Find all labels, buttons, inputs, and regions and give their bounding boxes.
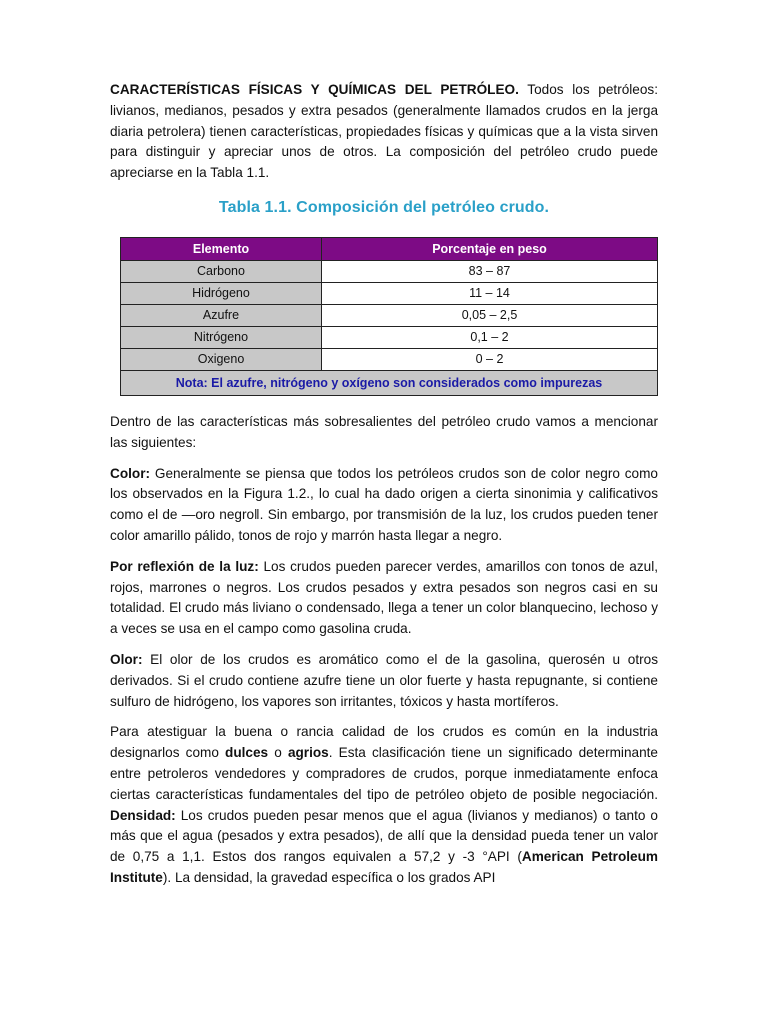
- header-elemento: Elemento: [121, 237, 322, 260]
- table-row: [121, 326, 658, 348]
- calidad-paragraph: [110, 722, 658, 888]
- table-title: Tabla 1.1. Composición del petróleo crudo.: [218, 198, 550, 216]
- reflexion-text: Los crudos pueden parecer verdes, amarillos con tonos de azul, rojos, marrones o negros. Los crudos pesados y extra pesados son negros casi en su totalidad. El crudo más liviano o condensado, llega a tener un color blanquecino, lechoso y a veces se usa en el campo como gasolina cruda.: [110, 558, 658, 637]
- table-row: [121, 348, 658, 370]
- percent-cell: 83 – 87: [322, 260, 658, 282]
- calidad-text-4: Los crudos pueden pesar menos que el agua (livianos y medianos) o tanto o más que el agua (pesados y extra pesados), de allí que la densidad pueda tener un valor de 0,75 a 1,1. Estos dos rangos equivalen a 57,2 y -3 °API (: [110, 807, 658, 865]
- section-heading: CARACTERÍSTICAS FÍSICAS Y QUÍMICAS DEL PETRÓLEO.: [110, 82, 519, 97]
- densidad-label: Densidad:: [110, 807, 176, 823]
- element-cell: Oxigeno: [121, 348, 322, 370]
- reflexion-label: Por reflexión de la luz:: [110, 558, 259, 574]
- calidad-text-5: ). La densidad, la gravedad específica o los grados API: [162, 869, 496, 885]
- table-header-row: [121, 237, 658, 260]
- percent-cell: 0,1 – 2: [322, 326, 658, 348]
- intro-paragraph: [110, 80, 658, 184]
- olor-paragraph: [110, 650, 658, 712]
- list-intro-paragraph: Dentro de las características más sobresalientes del petróleo crudo vamos a mencionar las siguientes:: [110, 413, 658, 450]
- element-cell: Carbono: [121, 260, 322, 282]
- element-cell: Azufre: [121, 304, 322, 326]
- color-text: Generalmente se piensa que todos los petróleos crudos son de color negro como los observados en la Figura 1.2., lo cual ha dado origen a cierta sinonimia y calificativos como el de ―oro negro‖. Sin embargo, por transmisión de la luz, los crudos pueden tener color amarillo pálido, tonos de rojo y marrón hasta llegar a negro.: [110, 465, 658, 543]
- calidad-text-1: Para atestiguar la buena o rancia calidad de los crudos es común en la industria designarlos como: [110, 724, 658, 761]
- color-label: Color:: [110, 465, 151, 481]
- table-row: [121, 304, 658, 326]
- term-agrios: agrios: [287, 745, 329, 761]
- composition-table: [120, 237, 658, 396]
- percent-cell: 0,05 – 2,5: [322, 304, 658, 326]
- percent-cell: 11 – 14: [322, 282, 658, 304]
- olor-text: El olor de los crudos es aromático como el de la gasolina, querosén u otros derivados. Si el crudo contiene azufre tiene un olor fuerte y hasta repugnante, si contiene sulfuro de hidrógeno, los vapores son irritantes, tóxicos y hasta mortíferos.: [110, 651, 658, 709]
- olor-label: Olor:: [110, 651, 143, 667]
- document-page: [110, 80, 658, 889]
- header-porcentaje: Porcentaje en peso: [322, 237, 658, 260]
- reflexion-paragraph: [110, 557, 658, 640]
- table-row: [121, 282, 658, 304]
- element-cell: Nitrógeno: [121, 326, 322, 348]
- calidad-text-3: . Esta clasificación tiene un significado determinante entre petroleros vendedores y compradores de crudos, porque inmediatamente enfoca ciertas características fundamentales del tipo de petróleo objeto de posible negociación.: [110, 745, 658, 802]
- table-note-row: [121, 370, 658, 395]
- calidad-text-2: o: [268, 745, 288, 761]
- table-row: [121, 260, 658, 282]
- element-cell: Hidrógeno: [121, 282, 322, 304]
- api-name: American Petroleum Institute: [110, 849, 658, 885]
- table-note: Nota: El azufre, nitrógeno y oxígeno son considerados como impurezas: [121, 370, 658, 395]
- percent-cell: 0 – 2: [322, 348, 658, 370]
- intro-text: Todos los petróleos: livianos, medianos, pesados y extra pesados (generalmente llamados crudos en la jerga diaria petrolera) tienen características, propiedades físicas y químicas que a la vista sirven para distinguir y apreciar unos de otros. La composición del petróleo crudo puede apreciarse en la Tabla 1.1.: [110, 82, 658, 181]
- term-dulces: dulces: [225, 745, 269, 761]
- color-paragraph: [110, 464, 658, 547]
